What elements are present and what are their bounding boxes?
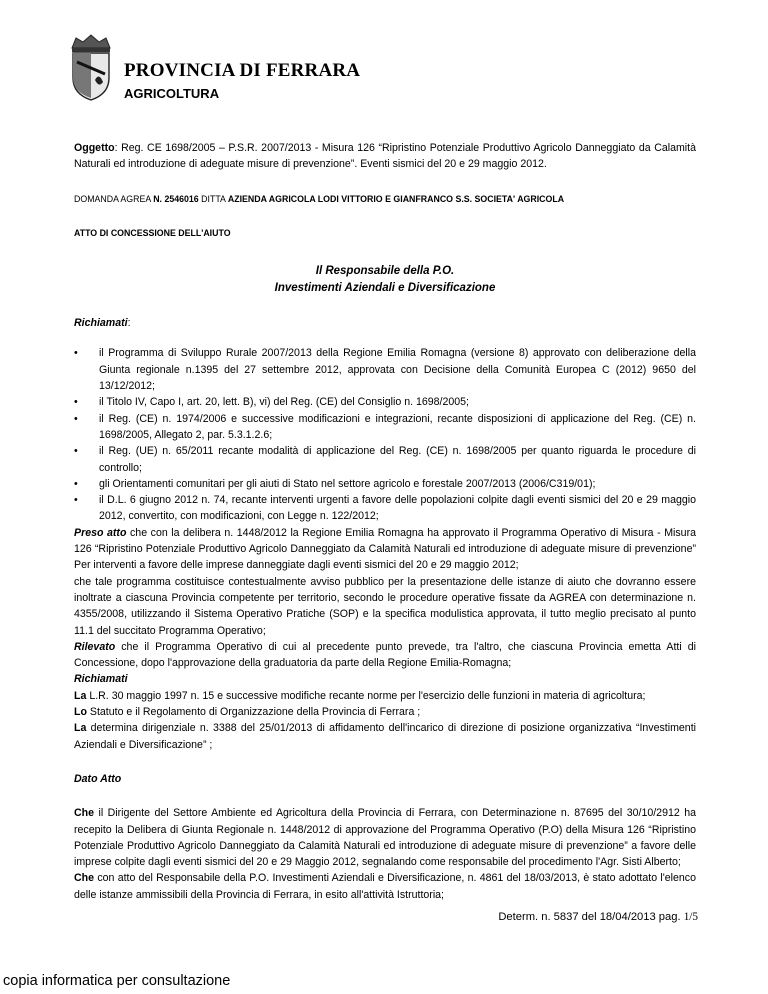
responsible-line-1: Il Responsabile della P.O.: [315, 265, 455, 278]
richiamati-2-item: [74, 720, 696, 753]
subject-text: : Reg. CE 1698/2005 – P.S.R. 2007/2013 - Misura 126 “Ripristino Potenziale Produttivo Agricolo Danneggiato da Calamità Naturali ed introduzione di adeguate misure di prevenzione”. Eventi sismici del 20 e 29 maggio 2012.: [74, 142, 696, 171]
richiamati-2-item: [74, 688, 696, 704]
company-name: AZIENDA AGRICOLA LODI VITTORIO E GIANFRANCO S.S. SOCIETA' AGRICOLA: [227, 193, 565, 204]
list-item: [74, 411, 696, 444]
dato-atto-item: [74, 805, 696, 870]
list-item-text: il D.L. 6 giugno 2012 n. 74, recante interventi urgenti a favore delle popolazioni colpite dagli eventi sismici del 20 e 29 maggio 2012, convertito, con modificazioni, con Legge n. 122/2012;: [99, 494, 696, 523]
item-text: il Dirigente del Settore Ambiente ed Agricoltura della Provincia di Ferrara, con Determinazione n. 87695 del 30/10/2912 ha recepito la Delibera di Giunta Regionale n. 1448/2012 di approvazione del Programma Operativo (P.O) della Misura 126 “Ripristino Potenziale Produttivo Agricolo Danneggiato da Calamità Naturali ed introduzione di adeguate misure di prevenzione” a favore delle imprese colpite dagli eventi sismici del 20 e 29 Maggio 2012, segnalando come responsabile del procedimento l'Agr. Sisti Alberto;: [74, 807, 696, 869]
richiamati-label: Richiamati: [74, 317, 128, 330]
richiamati-heading: Richiamati:: [74, 317, 131, 330]
subject-label: Oggetto: [74, 142, 115, 154]
bullet-icon: •: [74, 477, 78, 490]
application-prefix: DOMANDA AGREA: [74, 193, 151, 204]
item-lead: Lo: [74, 706, 87, 719]
document-body: [74, 140, 696, 903]
richiamati-2-heading: [74, 671, 696, 687]
item-lead: La: [74, 689, 87, 702]
item-text: con atto del Responsabile della P.O. Investimenti Aziendali e Diversificazione, n. 4861 del 18/03/2013, è stato adottato l'elenco delle istanze ammissibili della Provincia di Ferrara, in esito all'attività Istruttoria;: [74, 872, 696, 901]
preso-atto-text: che con la delibera n. 1448/2012 la Regione Emilia Romagna ha approvato il Programma Operativo di Misura - Misura 126 “Ripristino Potenziale Produttivo Agricolo Danneggiato da Calamità Naturali ed introduzione di adeguate misure di prevenzione” Per interventi a favore delle imprese danneggiate dagli eventi sismici del 20 e 29 maggio 2012;: [74, 526, 696, 572]
item-text: determina dirigenziale n. 3388 del 25/01/2013 di affidamento dell'incarico di direzione di posizione organizzativa “Investimenti Aziendali e Diversificazione” ;: [74, 722, 696, 751]
list-item-text: il Titolo IV, Capo I, art. 20, lett. B), vi) del Reg. (CE) del Consiglio n. 1698/2005;: [99, 396, 469, 409]
item-text: L.R. 30 maggio 1997 n. 15 e successive modifiche recante norme per l'esercizio delle funzioni in materia di agricoltura;: [86, 689, 646, 702]
dato-atto-item: [74, 870, 696, 903]
richiamati-2-label: Richiamati: [74, 673, 128, 686]
list-item: [74, 476, 696, 492]
responsible-line-2: Investimenti Aziendali e Diversificazione: [274, 282, 496, 295]
dato-atto-heading: [74, 771, 696, 787]
item-text: Statuto e il Regolamento di Organizzazione della Provincia di Ferrara ;: [86, 706, 421, 719]
coat-of-arms-logo: [68, 32, 114, 102]
rilevato-label: Rilevato: [74, 640, 116, 653]
footer-determ: Determ. n. 5837 del 18/04/2013 pag.: [498, 911, 681, 923]
watermark-text: copia informatica per consultazione: [3, 973, 231, 989]
page-footer: [498, 911, 698, 923]
item-lead: La: [74, 722, 87, 735]
list-item: [74, 443, 696, 476]
richiamati-2-item: [74, 704, 696, 720]
rilevato-paragraph: [74, 639, 696, 672]
application-line: [74, 191, 696, 207]
bullet-icon: •: [74, 445, 78, 458]
item-lead: Che: [74, 872, 95, 885]
organization-name: PROVINCIA DI FERRARA: [124, 60, 361, 81]
bullet-icon: •: [74, 494, 78, 507]
list-item: [74, 492, 696, 525]
list-item-text: il Reg. (CE) n. 1974/2006 e successive modificazioni e integrazioni, recante disposizioni di applicazione del Reg. (CE) n. 1698/2005, Allegato 2, par. 5.3.1.2.6;: [99, 412, 696, 441]
preso-atto-label: Preso atto: [74, 526, 127, 539]
dato-atto-label: Dato Atto: [74, 772, 122, 785]
list-item: [74, 394, 696, 410]
page-number: 1/5: [683, 911, 698, 923]
list-item-text: il Programma di Sviluppo Rurale 2007/2013 della Regione Emilia Romagna (versione 8) approvato con deliberazione della Giunta regionale n.1395 del 27 settembre 2012, approvata con Decisione della Comunità Europea C (2012) 9650 del 13/12/2012;: [99, 347, 696, 393]
rilevato-text: che il Programma Operativo di cui al precedente punto prevede, tra l'altro, che ciascuna Provincia emetta Atti di Concessione, dopo l'approvazione della graduatoria da parte della Regione Emilia-Romagna;: [74, 640, 696, 670]
bullet-icon: •: [74, 347, 78, 360]
bullet-icon: •: [74, 412, 78, 425]
act-title: ATTO DI CONCESSIONE DELL'AIUTO: [74, 227, 231, 238]
responsible-title: [74, 263, 696, 297]
richiamati-list: [74, 345, 696, 524]
list-item-text: gli Orientamenti comunitari per gli aiuti di Stato nel settore agricolo e forestale 2007/2013 (2006/C319/01);: [99, 477, 596, 490]
application-number: N. 2546016: [153, 193, 199, 204]
bullet-icon: •: [74, 396, 78, 409]
department-name: AGRICOLTURA: [124, 86, 220, 101]
programma-paragraph: che tale programma costituisce contestualmente avviso pubblico per la presentazione delle istanze di aiuto che dovranno essere inoltrate a ciascuna Provincia competente per territorio, secondo le procedure operative fissate da AGREA con determinazione n. 4355/2008, utilizzando il Sistema Operativo Pratiche (SOP) e la specifica modulistica approvata, il tutto meglio precisato al punto 11.1 del succitato Programma Operativo;: [74, 575, 696, 637]
subject-paragraph: [74, 140, 696, 173]
list-item-text: il Reg. (UE) n. 65/2011 recante modalità di applicazione del Reg. (CE) n. 1698/2005 per quanto riguarda le procedure di controllo;: [99, 445, 696, 474]
application-middle: DITTA: [201, 193, 226, 204]
item-lead: Che: [74, 807, 95, 820]
preso-atto-paragraph: [74, 525, 696, 574]
list-item: [74, 345, 696, 394]
